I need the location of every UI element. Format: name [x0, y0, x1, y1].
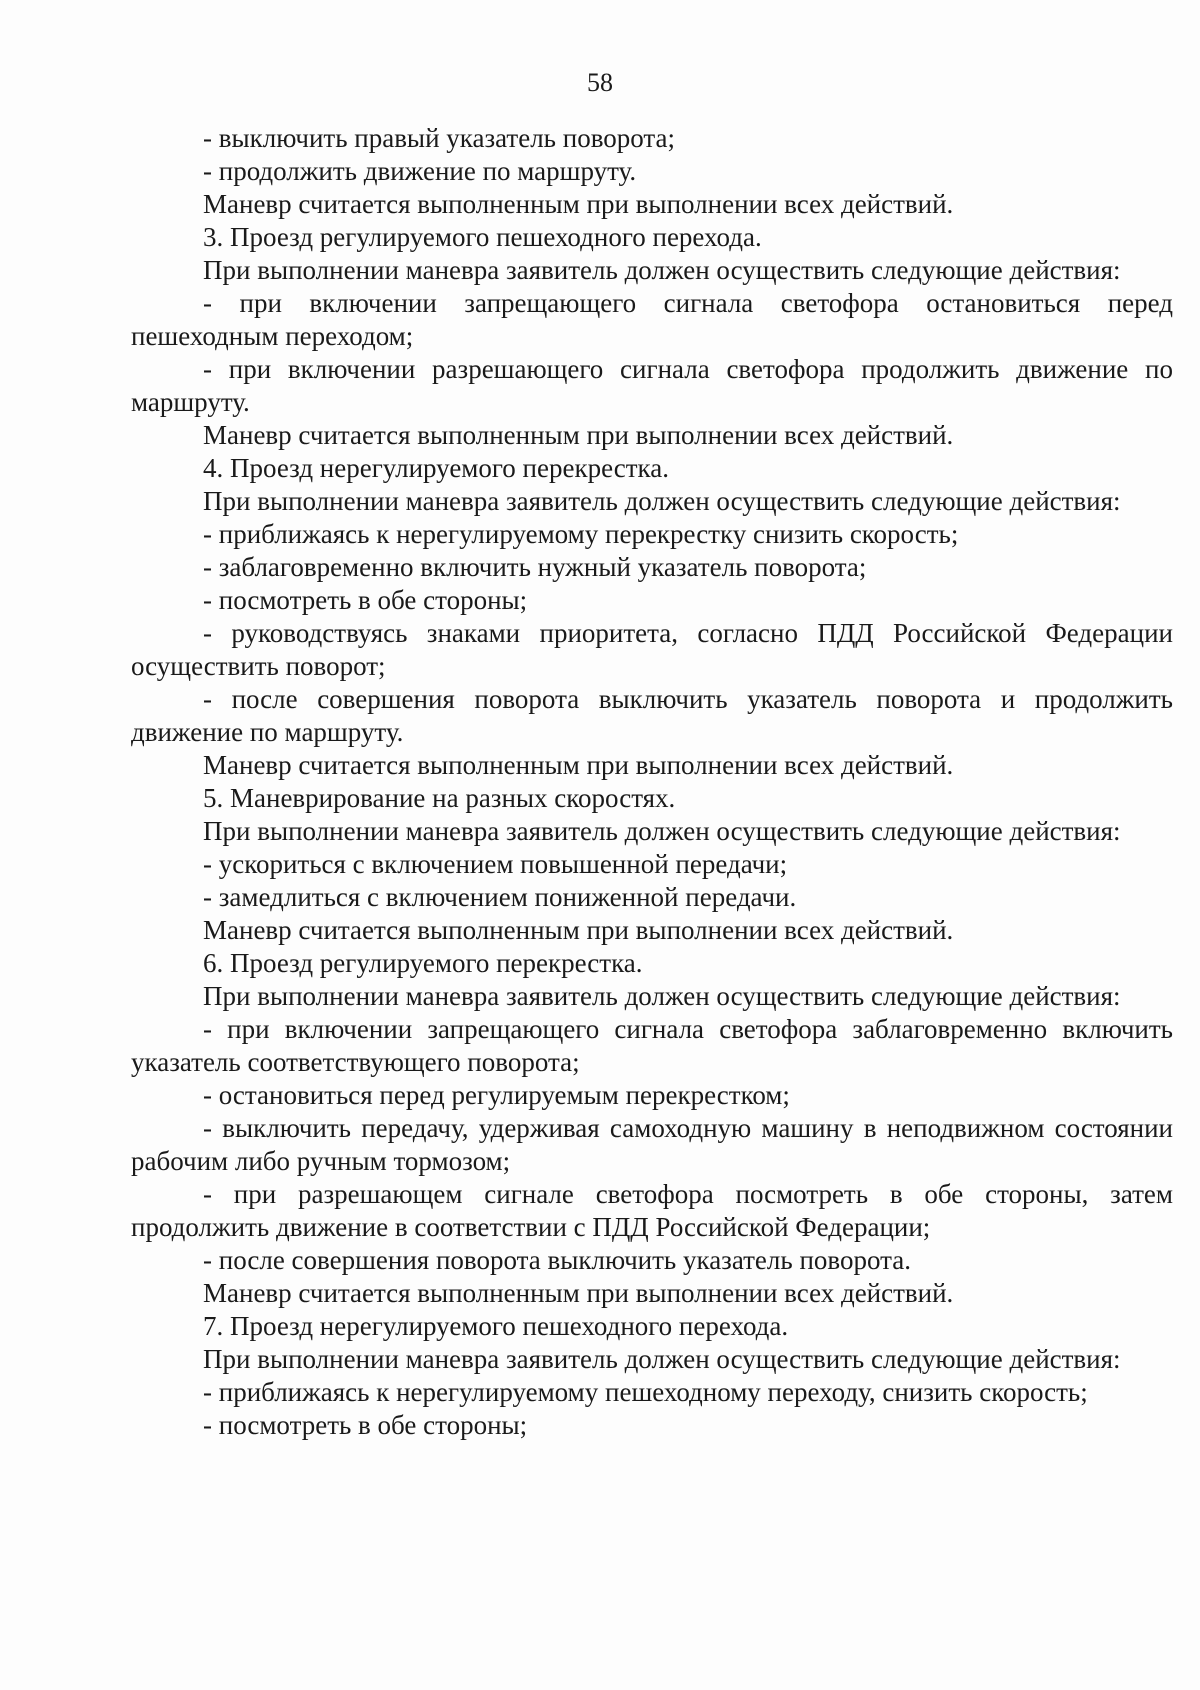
- list-item: - приближаясь к нерегулируемому пешеходному переходу, снизить скорость;: [203, 1377, 1088, 1407]
- conclusion-line: Маневр считается выполненным при выполнении всех действий.: [203, 1278, 954, 1308]
- conclusion-line: Маневр считается выполненным при выполнении всех действий.: [203, 750, 954, 780]
- paragraph: При выполнении маневра заявитель должен осуществить следующие действия:: [203, 486, 1121, 516]
- list-item: - при включении разрешающего сигнала светофора продолжить движение по маршруту.: [131, 354, 1173, 417]
- page-number: 58: [587, 68, 613, 97]
- conclusion-line: Маневр считается выполненным при выполнении всех действий.: [203, 189, 954, 219]
- list-item: - при включении запрещающего сигнала светофора заблаговременно включить указатель соответствующего поворота;: [131, 1014, 1173, 1077]
- list-item: - выключить передачу, удерживая самоходную машину в неподвижном состоянии рабочим либо ручным тормозом;: [131, 1113, 1173, 1176]
- list-item: - после совершения поворота выключить указатель поворота.: [203, 1245, 911, 1275]
- paragraph: При выполнении маневра заявитель должен осуществить следующие действия:: [203, 816, 1121, 846]
- list-item: - ускориться с включением повышенной передачи;: [203, 849, 788, 879]
- document-body: [131, 122, 1173, 1442]
- section-heading-3: 3. Проезд регулируемого пешеходного перехода.: [203, 222, 762, 252]
- list-item: - выключить правый указатель поворота;: [203, 123, 676, 153]
- list-item: - приближаясь к нерегулируемому перекрестку снизить скорость;: [203, 519, 959, 549]
- paragraph: При выполнении маневра заявитель должен осуществить следующие действия:: [203, 1344, 1121, 1374]
- section-heading-5: 5. Маневрирование на разных скоростях.: [203, 783, 676, 813]
- list-item: - остановиться перед регулируемым перекрестком;: [203, 1080, 790, 1110]
- section-heading-6: 6. Проезд регулируемого перекрестка.: [203, 948, 643, 978]
- section-heading-7: 7. Проезд нерегулируемого пешеходного перехода.: [203, 1311, 789, 1341]
- list-item: - руководствуясь знаками приоритета, согласно ПДД Российской Федерации осуществить поворот;: [131, 618, 1173, 681]
- list-item: - при разрешающем сигнале светофора посмотреть в обе стороны, затем продолжить движение в соответствии с ПДД Российской Федерации;: [131, 1179, 1173, 1242]
- list-item: - посмотреть в обе стороны;: [203, 585, 528, 615]
- paragraph: При выполнении маневра заявитель должен осуществить следующие действия:: [203, 255, 1121, 285]
- paragraph: При выполнении маневра заявитель должен осуществить следующие действия:: [203, 981, 1121, 1011]
- section-heading-4: 4. Проезд нерегулируемого перекрестка.: [203, 453, 669, 483]
- list-item: - посмотреть в обе стороны;: [203, 1410, 528, 1440]
- list-item: - замедлиться с включением пониженной передачи.: [203, 882, 797, 912]
- list-item: - после совершения поворота выключить указатель поворота и продолжить движение по маршруту.: [131, 684, 1173, 747]
- list-item: - заблаговременно включить нужный указатель поворота;: [203, 552, 867, 582]
- conclusion-line: Маневр считается выполненным при выполнении всех действий.: [203, 420, 954, 450]
- list-item: - продолжить движение по маршруту.: [203, 156, 637, 186]
- list-item: - при включении запрещающего сигнала светофора остановиться перед пешеходным переходом;: [131, 288, 1173, 351]
- conclusion-line: Маневр считается выполненным при выполнении всех действий.: [203, 915, 954, 945]
